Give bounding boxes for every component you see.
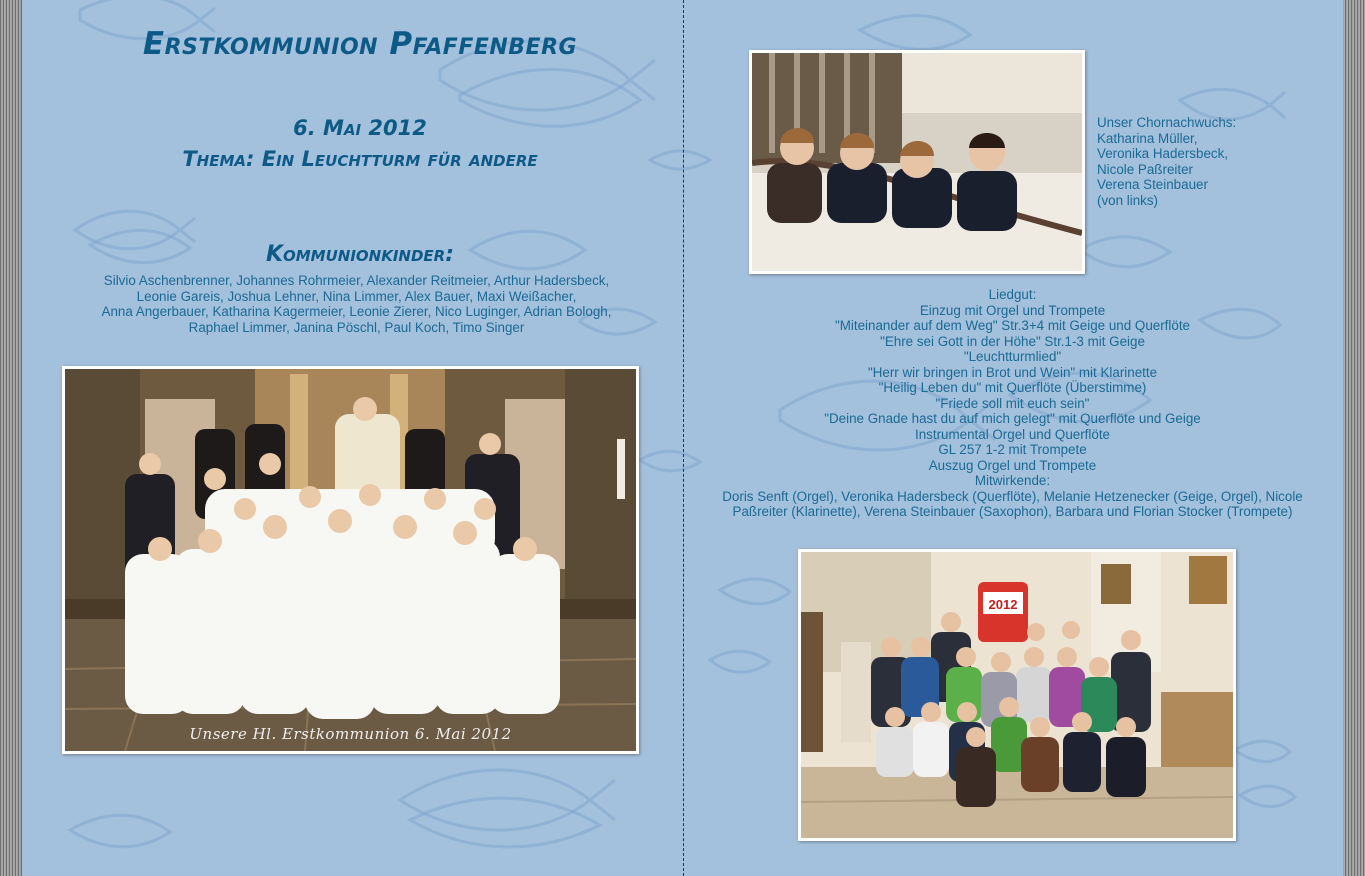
- book-edge-left: [0, 0, 22, 876]
- song-item: "Deine Gnade hast du auf mich gelegt" mit Querflöte und Geige: [824, 411, 1201, 426]
- kids-line: Leonie Gareis, Joshua Lehner, Nina Limmer, Alex Bauer, Maxi Weißacher,: [136, 288, 577, 304]
- choir-line: Verena Steinbauer: [1097, 177, 1208, 193]
- group-photo-communion: [62, 366, 639, 754]
- song-item: "Leuchtturmlied": [963, 349, 1062, 364]
- song-item: "Ehre sei Gott in der Höhe" Str.1-3 mit Geige: [880, 333, 1145, 349]
- event-date: 6. Mai 2012: [293, 116, 427, 140]
- photo-caption: Unsere Hl. Erstkommunion 6. Mai 2012: [189, 725, 512, 743]
- performers-heading: Mitwirkende:: [974, 473, 1051, 488]
- performers-list: Doris Senft (Orgel), Veronika Hadersbeck (Querflöte), Melanie Hetzenecker (Geige, Orgel), Nicole Paßreiter (Klarinette), Verena Steinbauer (Saxophon), Barbara und Florian Stocker (Trompete): [722, 488, 1303, 519]
- book-edge-right: [1343, 0, 1365, 876]
- choir-photo: [749, 50, 1085, 274]
- choir-caption: [1097, 115, 1236, 209]
- song-item: "Heilig Leben du" mit Querflöte (Überstimme): [878, 380, 1147, 395]
- banner-year: 2012: [988, 597, 1018, 612]
- song-item: GL 257 1-2 mit Trompete: [938, 442, 1087, 457]
- song-item: "Friede soll mit euch sein": [935, 395, 1090, 411]
- page-fold-line: [683, 0, 684, 876]
- kids-line: Anna Angerbauer, Katharina Kagermeier, Leonie Zierer, Nico Luginger, Adrian Bologh,: [101, 304, 612, 320]
- song-item: Einzug mit Orgel und Trompete: [919, 302, 1106, 318]
- kids-list: [80, 273, 633, 335]
- kids-line: Raphael Limmer, Janina Pöschl, Paul Koch, Timo Singer: [188, 319, 525, 335]
- church-altar-group-image: [65, 369, 636, 751]
- church-interior-group-image: [801, 552, 1233, 838]
- church-group-photo: [798, 549, 1236, 841]
- song-item: Auszug Orgel und Trompete: [928, 457, 1097, 473]
- song-item: Instrumental Orgel und Querflöte: [914, 426, 1110, 442]
- choir-line: Veronika Hadersbeck,: [1097, 146, 1229, 162]
- choir-line: (von links): [1097, 192, 1159, 208]
- choir-line: Nicole Paßreiter: [1097, 161, 1193, 177]
- song-item: "Miteinander auf dem Weg" Str.3+4 mit Geige und Querflöte: [834, 318, 1190, 333]
- choir-line: Unser Chornachwuchs:: [1097, 115, 1237, 130]
- event-theme: Thema: Ein Leuchtturm für andere: [182, 147, 538, 171]
- choir-line: Katharina Müller,: [1097, 130, 1198, 146]
- page-title: Erstkommunion Pfaffenberg: [142, 26, 578, 62]
- choir-balcony-image: [752, 53, 1082, 271]
- kids-heading: Kommunionkinder:: [265, 242, 455, 267]
- song-heading: Liedgut:: [988, 287, 1037, 302]
- song-list: [700, 287, 1325, 520]
- kids-line: Silvio Aschenbrenner, Johannes Rohrmeier, Alexander Reitmeier, Arthur Hadersbeck,: [103, 273, 610, 288]
- song-item: "Herr wir bringen in Brot und Wein" mit Klarinette: [867, 364, 1158, 380]
